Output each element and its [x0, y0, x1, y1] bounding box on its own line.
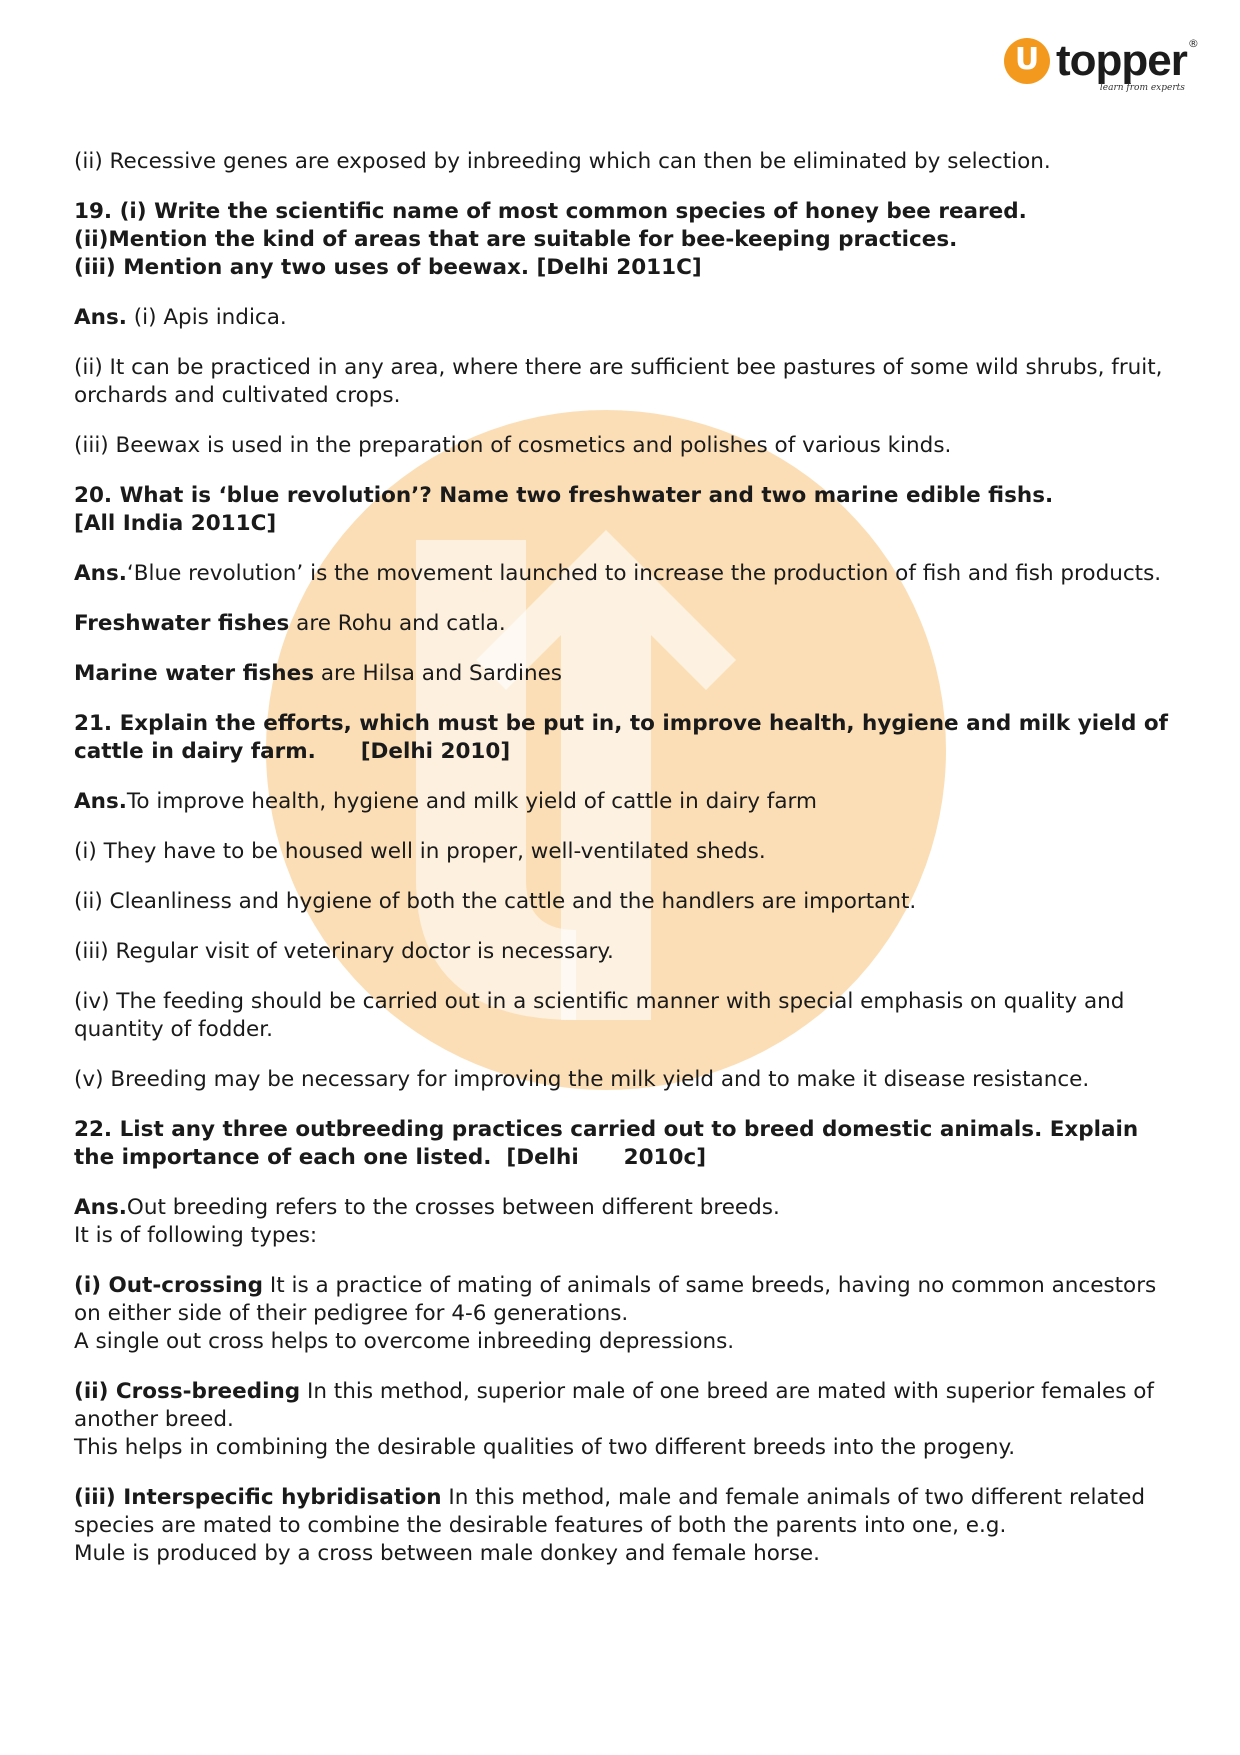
logo-wordmark: topper [1056, 36, 1187, 85]
question-line: 20. What is ‘blue revolution’? Name two freshwater and two marine edible fishs. [74, 483, 1054, 508]
ans-label: Ans. [74, 1195, 127, 1220]
answer-22-crossbreeding: (ii) Cross-breeding In this method, superior male of one breed are mated with superior females of another breed. This helps in combining the desirable qualities of two different breeds into the progeny. [74, 1379, 1154, 1460]
answer-21-intro: Ans.To improve health, hygiene and milk yield of cattle in dairy farm [74, 789, 817, 814]
ans-label: Ans. [74, 789, 127, 814]
question-line: (ii)Mention the kind of areas that are suitable for bee-keeping practices. [74, 227, 958, 252]
answer-19-i: Ans. (i) Apis indica. [74, 305, 287, 330]
answer-21-iii: (iii) Regular visit of veterinary doctor is necessary. [74, 939, 614, 964]
freshwater-fishes: Freshwater fishes are Rohu and catla. [74, 611, 506, 636]
answer-22-interspecific: (iii) Interspecific hybridisation In this method, male and female animals of two different related species are mated to combine the desirable features of both the parents into one, e.g. Mule is produced by a cross between male donkey and female horse. [74, 1485, 1145, 1566]
answer-20: Ans.‘Blue revolution’ is the movement launched to increase the production of fish and fish products. [74, 561, 1162, 586]
question-line: 19. (i) Write the scientific name of most common species of honey bee reared. [74, 199, 1027, 224]
answer-21-ii: (ii) Cleanliness and hygiene of both the cattle and the handlers are important. [74, 889, 917, 914]
logo-tagline: learn from experts [1099, 83, 1185, 93]
question-22: 22. List any three outbreeding practices carried out to breed domestic animals. Explain the importance of each one listed. [Delhi 2010c] [74, 1117, 1146, 1170]
paragraph: (ii) Recessive genes are exposed by inbreeding which can then be eliminated by selection. [74, 149, 1051, 174]
ans-label: Ans. [74, 305, 127, 330]
answer-21-i: (i) They have to be housed well in proper, well-ventilated sheds. [74, 839, 766, 864]
answer-21-iv: (iv) The feeding should be carried out in a scientific manner with special emphasis on quality and quantity of fodder. [74, 989, 1125, 1042]
answer-19-iii: (iii) Beewax is used in the preparation of cosmetics and polishes of various kinds. [74, 433, 952, 458]
logo-mark-icon: U [1004, 38, 1050, 84]
topper-logo [1004, 36, 1199, 93]
document-body [74, 148, 1174, 1590]
answer-19-ii: (ii) It can be practiced in any area, where there are sufficient bee pastures of some wild shrubs, fruit, orchards and cultivated crops. [74, 355, 1163, 408]
answer-21-v: (v) Breeding may be necessary for improving the milk yield and to make it disease resistance. [74, 1067, 1090, 1092]
answer-22-outcrossing: (i) Out-crossing It is a practice of mating of animals of same breeds, having no common ancestors on either side of their pedigree for 4-6 generations. A single out cross helps to overcome inbreeding depressions. [74, 1273, 1157, 1354]
ans-label: Ans. [74, 561, 127, 586]
question-21: 21. Explain the efforts, which must be put in, to improve health, hygiene and milk yield of cattle in dairy farm. [Delhi 2010] [74, 711, 1176, 764]
question-line: (iii) Mention any two uses of beewax. [Delhi 2011C] [74, 255, 702, 280]
registered-mark: ® [1187, 37, 1199, 50]
answer-22-intro: Ans.Out breeding refers to the crosses between different breeds. It is of following types: [74, 1195, 780, 1248]
question-line: [All India 2011C] [74, 511, 277, 536]
question-20 [74, 482, 1174, 538]
marine-fishes: Marine water fishes are Hilsa and Sardines [74, 661, 563, 686]
question-19 [74, 198, 1174, 282]
